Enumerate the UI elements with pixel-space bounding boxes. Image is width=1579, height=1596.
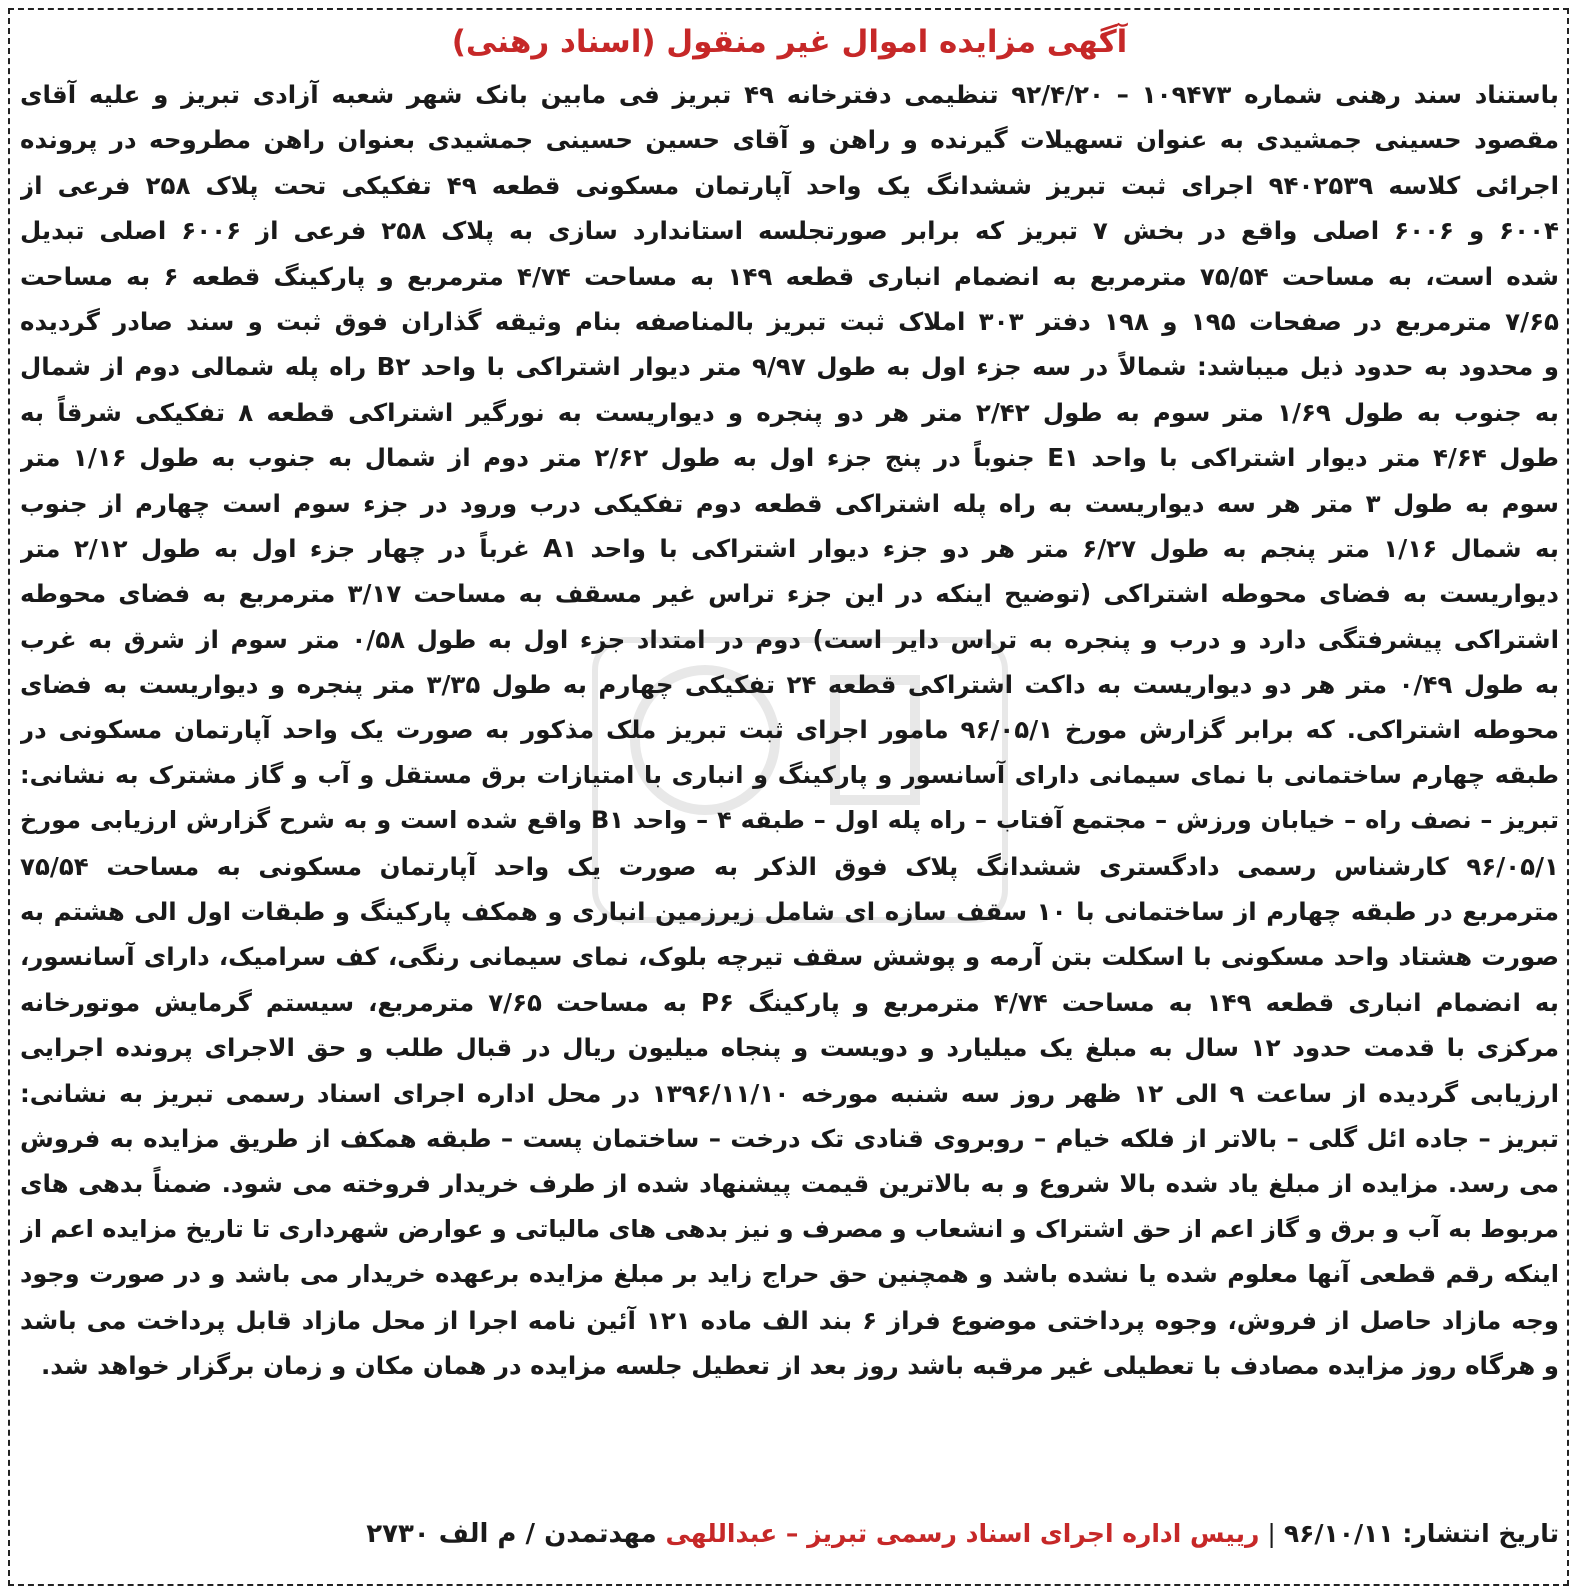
body-line: و محدود به حدود ذیل میباشد: شمالاً در سه جزء اول به طول ۹/۹۷ متر دیوار اشتراکی با واحد B۲ راه پله شمالی دوم از شمال [20, 352, 1559, 382]
body-line: سوم به طول ۳ متر هر سه دیواریست به راه پله اشتراکی قطعه دوم تفکیکی درب ورود در جزء سوم است چهارم از جنوب [20, 488, 1559, 518]
body-line: و هرگاه روز مزایده مصادف با تعطیلی غیر مرقبه باشد روز بعد از تعطیل جلسه مزایده در همان مکان و زمان برگزار خواهد شد. [41, 1350, 1559, 1380]
publication-reference: مهدتمدن / م الف ۲۷۳۰ [366, 1519, 657, 1549]
body-line: مربوط به آب و برق و گاز اعم از حق اشتراک و انشعاب و مصرف و نیز بدهی های مالیاتی و عوارض شهرداری تا تاریخ مزایده اعم از [20, 1214, 1559, 1243]
body-line: ۶۰۰۴ و ۶۰۰۶ اصلی واقع در بخش ۷ تبریز که برابر صورتجلسه استاندارد سازی به پلاک ۲۵۸ فرعی از ۶۰۰۶ اصلی تبدیل [20, 216, 1559, 246]
notice-title: آگهی مزایده اموال غیر منقول (اسناد رهنی) [451, 24, 1128, 60]
body-line: محوطه اشتراکی. که برابر گزارش مورخ ۹۶/۰۵/۱ مامور اجرای ثبت تبریز ملک مذکور به صورت یک واحد آپارتمان مسکونی در [20, 715, 1559, 745]
body-line: باستناد سند رهنی شماره ۱۰۹۴۷۳ – ۹۲/۴/۲۰ تنظیمی دفترخانه ۴۹ تبریز فی مابین بانک شهر شعبه آزادی تبریز و علیه آقای [20, 80, 1559, 109]
body-line: وجه مازاد حاصل از فروش، وجوه پرداختی موضوع فراز ۶ بند الف ماده ۱۲۱ آئین نامه اجرا از محل مازاد قابل پرداخت می باشد [20, 1305, 1559, 1335]
official-signature: رییس اداره اجرای اسناد رسمی تبریز – عبداللهی [665, 1519, 1260, 1548]
body-line: ۷/۶۵ مترمربع در صفحات ۱۹۵ و ۱۹۸ دفتر ۳۰۳ املاک ثبت تبریز بالمناصفه بنام وثیقه گذاران فوق ثبت و سند صادر گردیده [20, 306, 1559, 336]
body-line: به انضمام انباری قطعه ۱۴۹ به مساحت ۴/۷۴ مترمربع و پارکینگ P۶ به مساحت ۷/۶۵ مترمربع، سیستم گرمایش موتورخانه [20, 987, 1559, 1017]
notice-body [20, 72, 1559, 1388]
body-line: ارزیابی گردیده از ساعت ۹ الی ۱۲ ظهر روز سه شنبه مورخه ۱۳۹۶/۱۱/۱۰ در محل اداره اجرای اسناد رسمی تبریز به نشانی: [20, 1078, 1559, 1108]
publish-date: تاریخ انتشار: ۹۶/۱۰/۱۱ [1283, 1519, 1559, 1548]
body-line: مرکزی با قدمت حدود ۱۲ سال به مبلغ یک میلیارد و دویست و پنجاه میلیون ریال در قبال طلب و حق الاجرای پرونده اجرایی [20, 1033, 1559, 1063]
body-line: دیواریست به فضای محوطه اشتراکی (توضیح اینکه در این جزء تراس غیر مسقف به مساحت ۳/۱۷ مترمربع به فضای محوطه [20, 579, 1559, 609]
body-line: به شمال ۱/۱۶ متر پنجم به طول ۶/۲۷ متر هر دو جزء دیوار اشتراکی با واحد A۱ غرباً در چهار جزء اول به طول ۲/۱۲ متر [20, 533, 1559, 563]
body-line: اجرائی کلاسه ۹۴۰۲۵۳۹ اجرای ثبت تبریز ششدانگ یک واحد آپارتمان مسکونی قطعه ۴۹ تفکیکی تحت پلاک ۲۵۸ فرعی از [20, 170, 1559, 200]
body-line: اشتراکی پیشرفتگی دارد و درب و پنجره به تراس دایر است) دوم در امتداد جزء اول به طول ۰/۵۸ متر سوم از شرق به غرب [20, 624, 1559, 654]
body-line: تبریز – جاده ائل گلی – بالاتر از فلکه خیام – روبروی قنادی تک درخت – ساختمان پست – طبقه همکف از طریق مزایده به فروش [20, 1123, 1559, 1153]
body-line: شده است، به مساحت ۷۵/۵۴ مترمربع به انضمام انباری قطعه ۱۴۹ به مساحت ۴/۷۴ مترمربع و پارکینگ قطعه ۶ به مساحت [20, 261, 1559, 291]
body-line: اینکه رقم قطعی آنها معلوم شده یا نشده باشد و همچنین حق حراج زاید بر مبلغ مزایده برعهده خریدار می باشد و در صورت وجود [20, 1260, 1559, 1289]
body-line: به طول ۰/۴۹ متر هر دو دیواریست به داکت اشتراکی قطعه ۲۴ تفکیکی چهارم به طول ۳/۳۵ متر پنجره و دیواریست به فضای [20, 670, 1559, 700]
body-line: ۹۶/۰۵/۱ کارشناس رسمی دادگستری ششدانگ پلاک فوق الذکر به صورت یک واحد آپارتمان مسکونی به مساحت ۷۵/۵۴ [20, 851, 1559, 881]
notice-footer [40, 1512, 1559, 1556]
body-line: مقصود حسینی جمشیدی به عنوان تسهیلات گیرنده و راهن و آقای حسین حسینی جمشیدی بعنوان راهن مطروحه در پرونده [20, 125, 1559, 155]
body-line: طول ۴/۶۴ متر دیوار اشتراکی با واحد E۱ جنوباً در پنج جزء اول به طول ۲/۶۲ متر دوم از شمال به جنوب به طول ۱/۱۶ متر [20, 443, 1559, 473]
body-line: می رسد. مزایده از مبلغ یاد شده بالا شروع و به بالاترین قیمت پیشنهاد شده از طرف خریدار فروخته می شود. ضمناً بدهی های [20, 1169, 1559, 1199]
body-line: طبقه چهارم ساختمانی با نمای سیمانی دارای آسانسور و پارکینگ و انباری با امتیازات برق مستقل و آب و گاز مشترک به نشانی: [20, 760, 1559, 789]
body-line: صورت هشتاد واحد مسکونی با اسکلت بتن آرمه و پوشش سقف تیرچه بلوک، نمای سیمانی رنگی، کف سرامیک، دارای آسانسور، [20, 942, 1559, 972]
body-line: مترمربع در طبقه چهارم از ساختمانی با ۱۰ سقف سازه ای شامل زیرزمین انباری و همکف پارکینگ و طبقات اول الی هشتم به [20, 897, 1559, 927]
body-line: به جنوب به طول ۱/۶۹ متر سوم به طول ۲/۴۲ متر هر دو پنجره و دیواریست به نورگیر اشتراکی قطعه ۸ تفکیکی شرقاً به [20, 397, 1559, 427]
footer-separator: | [1267, 1519, 1276, 1548]
body-line: تبریز – نصف راه – خیابان ورزش – مجتمع آفتاب – راه پله اول – طبقه ۴ – واحد B۱ واقع شده است و به شرح گزارش ارزیابی مورخ [20, 806, 1559, 835]
